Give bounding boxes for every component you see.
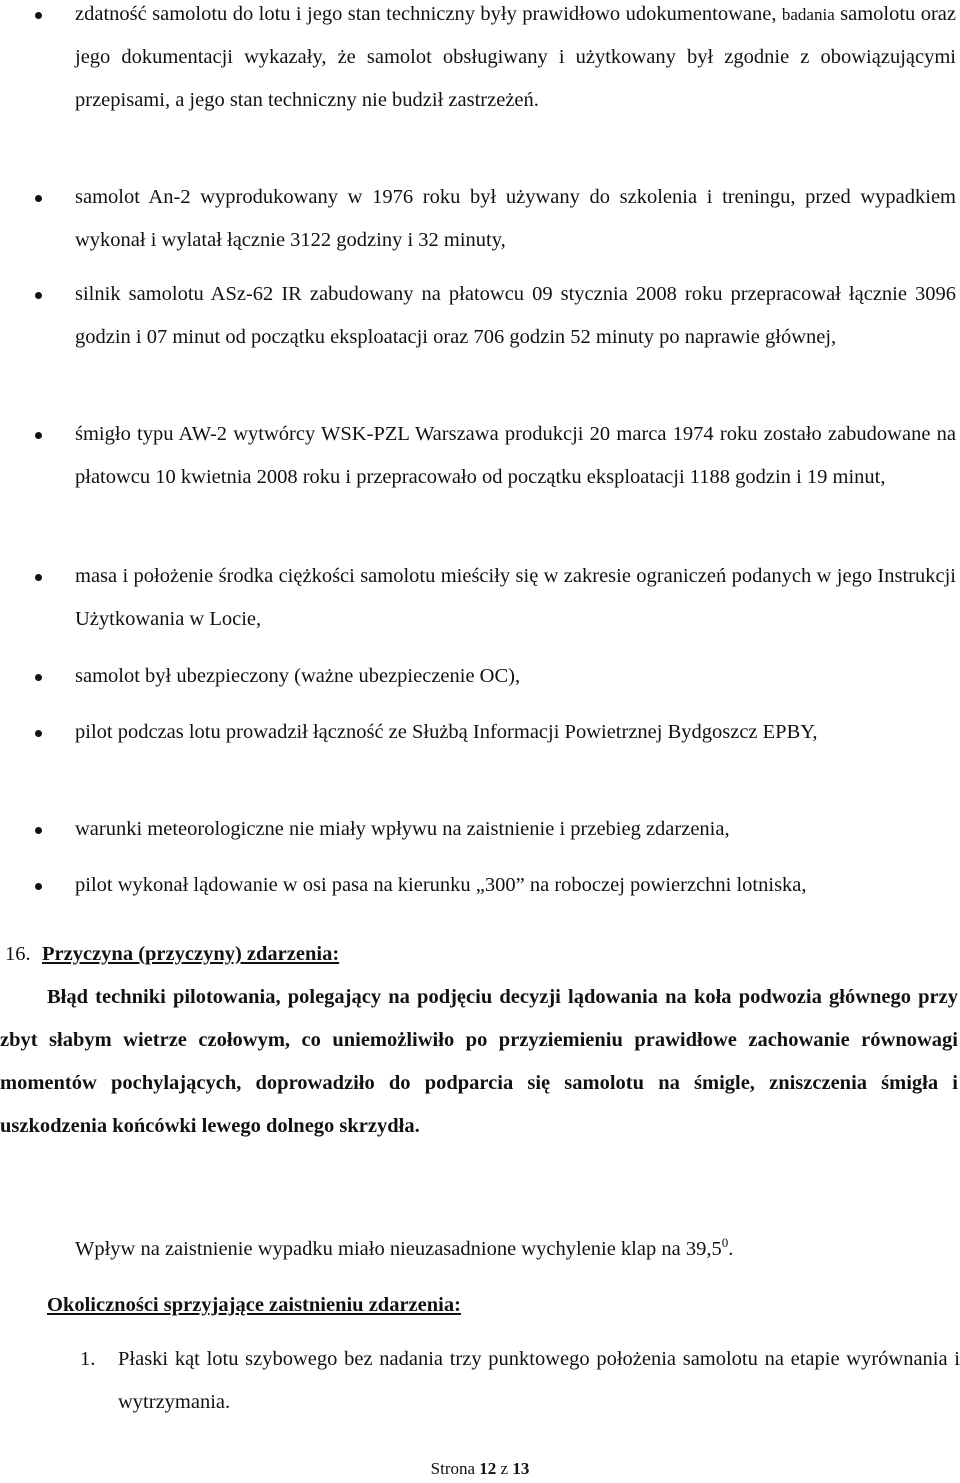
bullet-icon [35, 574, 42, 581]
section-title: Przyczyna (przyczyny) zdarzenia: [42, 943, 340, 965]
bullet-icon [35, 883, 42, 890]
list-item: samolot An-2 wyprodukowany w 1976 roku był używany do szkolenia i treningu, przed wypadkiem wykonał i wylatał łącznie 3122 godziny i 32 minuty, [0, 176, 960, 262]
cause-paragraph: Błąd techniki pilotowania, polegający na podjęciu decyzji lądowania na koła podwozia głównego przy zbyt słabym wietrze czołowym, co uniemożliwiło po przyziemieniu prawidłowe zachowanie równowagi momentów pochylających, doprowadziło do podparcia się samolotu na śmigle, zniszczenia śmigła i uszkodzenia końcówki lewego dolnego skrzydła. [0, 986, 958, 1137]
list-item: masa i położenie środka ciężkości samolotu mieściły się w zakresie ograniczeń podanych w jego Instrukcji Użytkowania w Locie, [0, 555, 960, 641]
bullet-icon [35, 12, 42, 19]
bullet-icon [35, 827, 42, 834]
list-item: samolot był ubezpieczony (ważne ubezpieczenie OC), [0, 655, 960, 698]
bullet-icon [35, 432, 42, 439]
list-item: pilot wykonał lądowanie w osi pasa na kierunku „300” na roboczej powierzchni lotniska, [0, 864, 960, 907]
bullet-icon [35, 195, 42, 202]
item-number: 1. [80, 1348, 96, 1370]
list-item: śmigło typu AW-2 wytwórcy WSK-PZL Warszawa produkcji 20 marca 1974 roku zostało zabudowane na płatowcu 10 kwietnia 2008 roku i przepracowało od początku eksploatacji 1188 godzin i 19 minut, [0, 413, 960, 499]
influence-paragraph: Wpływ na zaistnienie wypadku miało nieuzasadnione wychylenie klap na 39,5$^0$. [75, 1235, 734, 1260]
circumstances-heading: Okoliczności sprzyjające zaistnieniu zdarzenia: [47, 1294, 461, 1316]
page-footer: Strona 12 z 13 [430, 1459, 530, 1478]
list-item: pilot podczas lotu prowadził łączność ze Służbą Informacji Powietrznej Bydgoszcz EPBY, [0, 711, 960, 754]
section-number: 16. [5, 943, 31, 965]
list-item: warunki meteorologiczne nie miały wpływu na zaistnienie i przebieg zdarzenia, [0, 808, 960, 851]
bullet-icon [35, 292, 42, 299]
list-item: silnik samolotu ASz-62 IR zabudowany na płatowcu 09 stycznia 2008 roku przepracował łącznie 3096 godzin i 07 minut od początku eksploatacji oraz 706 godzin 52 minuty po naprawie głównej, [0, 273, 960, 359]
bullet-icon [35, 730, 42, 737]
bullet-icon [35, 674, 42, 681]
list-item: zdatność samolotu do lotu i jego stan techniczny były prawidłowo udokumentowane, badania samolotu oraz jego dokumentacji wykazały, że samolot obsługiwany i użytkowany był zgodnie z obowiązującymi przepisami, a jego stan techniczny nie budził zastrzeżeń. [0, 0, 960, 122]
list-item: 1. Płaski kąt lotu szybowego bez nadania trzy punktowego położenia samolotu na etapie wyrównania i wytrzymania. [0, 1338, 960, 1424]
